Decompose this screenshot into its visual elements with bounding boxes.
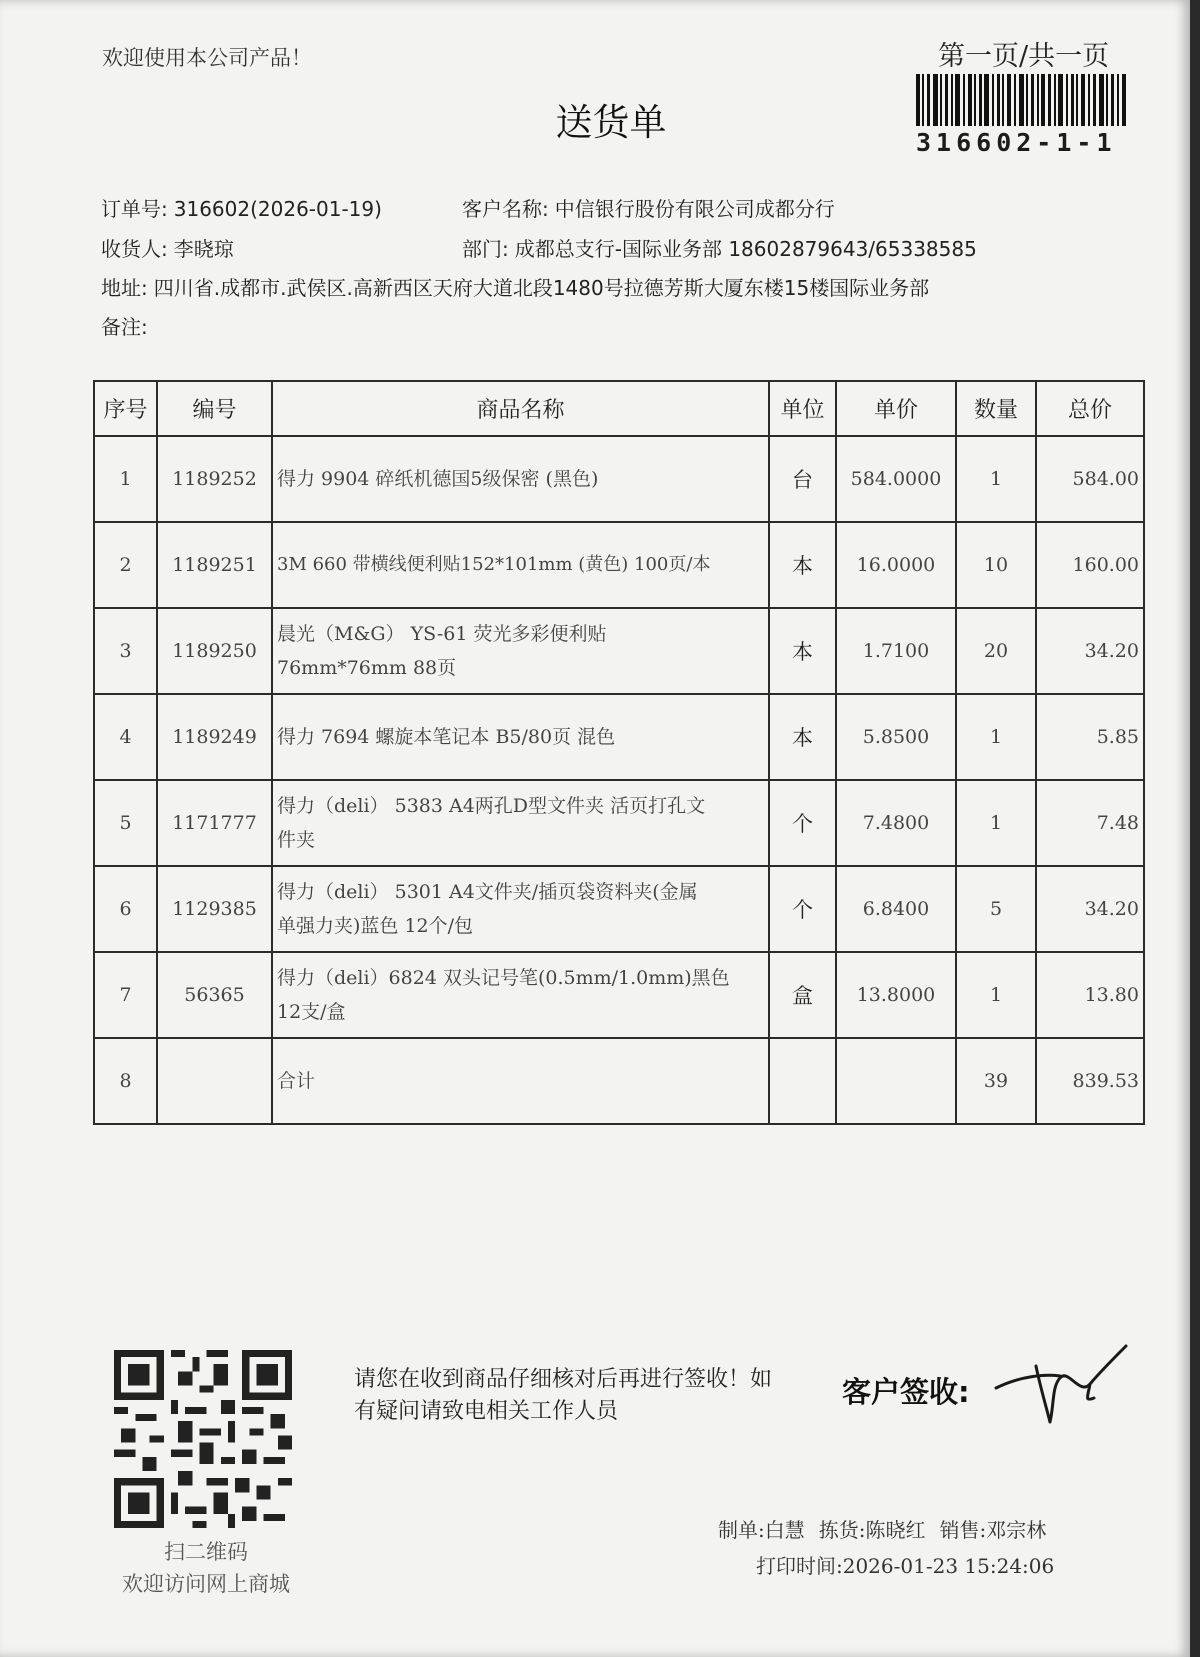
cell-code: 1189250 — [157, 608, 272, 694]
header-price: 单价 — [836, 381, 956, 436]
name-line-2: 件夹 — [277, 829, 316, 851]
cell-price: 16.0000 — [836, 522, 956, 608]
customer-sign-label: 客户签收: — [842, 1375, 970, 1409]
address — [101, 272, 929, 301]
print-time: 打印时间:2026-01-23 15:24:06 — [756, 1554, 1055, 1578]
picker: 拣货:陈晓红 — [818, 1518, 926, 1542]
cell-total: 13.80 — [1036, 952, 1144, 1038]
name-line-1: 得力 7694 螺旋本笔记本 B5/80页 混色 — [277, 726, 616, 748]
cell-code: 1129385 — [157, 866, 272, 952]
cell-unit: 台 — [769, 436, 836, 522]
cell-qty: 1 — [956, 952, 1036, 1038]
cell-no: 1 — [94, 436, 157, 522]
customer-name — [462, 193, 835, 222]
cell-name — [272, 694, 769, 780]
receiver-label: 收货人: — [101, 237, 168, 261]
receiver — [101, 233, 234, 262]
document-title: 送货单 — [555, 101, 667, 144]
cell-qty: 5 — [956, 866, 1036, 952]
customer-label: 客户名称: — [462, 197, 549, 221]
department — [462, 233, 977, 262]
name-line-1: 得力（deli）6824 双头记号笔(0.5mm/1.0mm)黑色 — [277, 967, 730, 989]
cell-total: 34.20 — [1036, 608, 1144, 694]
header-qty: 数量 — [956, 381, 1036, 436]
cell-no: 8 — [94, 1038, 157, 1124]
name-line-2: 单强力夹)蓝色 12个/包 — [277, 915, 474, 937]
cell-name — [272, 436, 769, 522]
cell-price: 7.4800 — [836, 780, 956, 866]
cell-unit: 个 — [769, 780, 836, 866]
sales: 销售:邓宗林 — [939, 1518, 1047, 1542]
qr-caption-1: 扫二维码 — [164, 1540, 248, 1564]
notice-text: 请您在收到商品仔细核对后再进行签收！如有疑问请致电相关工作人员 — [354, 1367, 773, 1424]
table-row — [94, 694, 1144, 780]
cell-no: 5 — [94, 780, 157, 866]
table-row — [94, 952, 1144, 1038]
name-line-1: 得力（deli） 5383 A4两孔D型文件夹 活页打孔文 — [277, 795, 706, 817]
customer-value: 中信银行股份有限公司成都分行 — [554, 197, 835, 221]
cell-code: 1171777 — [157, 780, 272, 866]
cell-name — [272, 608, 769, 694]
staff-line — [718, 1514, 1060, 1543]
cell-unit: 个 — [769, 866, 836, 952]
header-code: 编号 — [157, 381, 272, 436]
cell-qty: 20 — [956, 608, 1036, 694]
table-row — [94, 780, 1144, 866]
barcode-number: 316602-1-1 — [916, 128, 1117, 157]
total-amount: 839.53 — [1036, 1038, 1144, 1124]
order-value: 316602(2026-01-19) — [173, 197, 382, 221]
cell-qty: 1 — [956, 780, 1036, 866]
cell-price: 5.8500 — [836, 694, 956, 780]
address-label: 地址: — [101, 276, 148, 300]
cell-qty: 1 — [956, 694, 1036, 780]
maker: 制单:白慧 — [718, 1518, 805, 1542]
qr-caption-2: 欢迎访问网上商城 — [122, 1572, 290, 1596]
total-label: 合计 — [272, 1038, 769, 1124]
qr-code-image — [114, 1350, 292, 1528]
cell-price: 13.8000 — [836, 952, 956, 1038]
name-line-2: 12支/盒 — [277, 1001, 346, 1023]
table-row — [94, 436, 1144, 522]
cell-name — [272, 780, 769, 866]
table-row — [94, 522, 1144, 608]
cell-qty: 1 — [956, 436, 1036, 522]
welcome-text: 欢迎使用本公司产品！ — [102, 46, 312, 70]
name-line-1: 得力 9904 碎纸机德国5级保密 (黑色) — [277, 468, 599, 490]
table-row — [94, 608, 1144, 694]
header-name: 商品名称 — [272, 381, 769, 436]
cell-qty: 10 — [956, 522, 1036, 608]
remark-label: 备注: — [101, 315, 148, 339]
table-row — [94, 866, 1144, 952]
cell-code: 1189249 — [157, 694, 272, 780]
cell-no: 7 — [94, 952, 157, 1038]
total-qty: 39 — [956, 1038, 1036, 1124]
cell-name — [272, 866, 769, 952]
cell-no: 2 — [94, 522, 157, 608]
table-header-row — [94, 381, 1144, 436]
cell-price — [836, 1038, 956, 1124]
cell-price: 1.7100 — [836, 608, 956, 694]
table-total-row — [94, 1038, 1144, 1124]
cell-name — [272, 522, 769, 608]
remark — [101, 311, 154, 340]
cell-code — [157, 1038, 272, 1124]
cell-code: 1189251 — [157, 522, 272, 608]
cell-no: 4 — [94, 694, 157, 780]
header-no: 序号 — [94, 381, 157, 436]
cell-price: 584.0000 — [836, 436, 956, 522]
header-total: 总价 — [1036, 381, 1144, 436]
cell-no: 3 — [94, 608, 157, 694]
cell-code: 1189252 — [157, 436, 272, 522]
cell-unit: 本 — [769, 694, 836, 780]
items-table — [93, 380, 1145, 1125]
cell-total: 7.48 — [1036, 780, 1144, 866]
dept-label: 部门: — [462, 237, 509, 261]
cell-total: 584.00 — [1036, 436, 1144, 522]
dept-value: 成都总支行-国际业务部 18602879643/65338585 — [514, 237, 977, 261]
cell-total: 160.00 — [1036, 522, 1144, 608]
cell-unit: 本 — [769, 522, 836, 608]
name-line-1: 3M 660 带横线便利贴152*101mm (黄色) 100页/本 — [277, 554, 711, 575]
order-number — [101, 193, 382, 222]
receiver-value: 李晓琼 — [173, 237, 234, 261]
name-line-2: 76mm*76mm 88页 — [277, 657, 457, 679]
page-info: 第一页/共一页 — [938, 41, 1110, 72]
handwritten-signature — [990, 1336, 1130, 1426]
cell-unit: 盒 — [769, 952, 836, 1038]
cell-name — [272, 952, 769, 1038]
cell-total: 34.20 — [1036, 866, 1144, 952]
name-line-1: 晨光（M&G） YS-61 荧光多彩便利贴 — [277, 623, 607, 645]
cell-no: 6 — [94, 866, 157, 952]
cell-unit — [769, 1038, 836, 1124]
header-unit: 单位 — [769, 381, 836, 436]
order-label: 订单号: — [101, 197, 168, 221]
cell-price: 6.8400 — [836, 866, 956, 952]
cell-unit: 本 — [769, 608, 836, 694]
cell-total: 5.85 — [1036, 694, 1144, 780]
cell-code: 56365 — [157, 952, 272, 1038]
address-value: 四川省.成都市.武侯区.高新西区天府大道北段1480号拉德芳斯大厦东楼15楼国际业务部 — [153, 276, 930, 300]
name-line-1: 得力（deli） 5301 A4文件夹/插页袋资料夹(金属 — [277, 881, 698, 903]
